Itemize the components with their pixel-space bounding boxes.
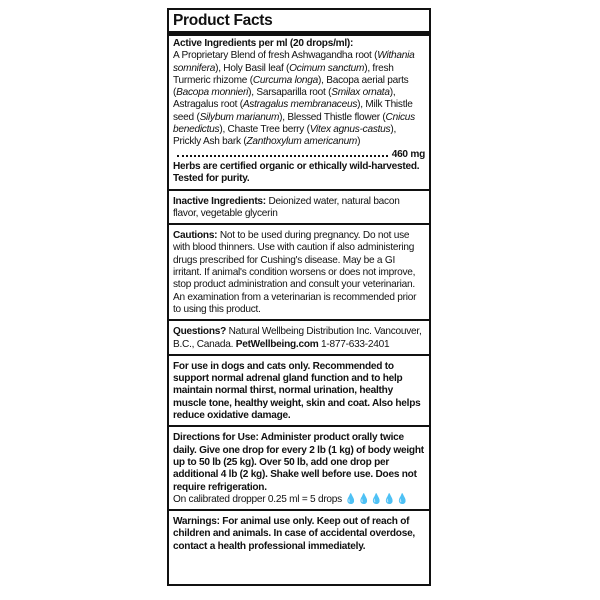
- active-ingredients-section: [173, 36, 425, 189]
- latin-name: Silybum marianum: [199, 111, 280, 123]
- ingredient-text: ), Bacopa aerial parts (: [173, 74, 409, 99]
- latin-name: Curcuma longa: [252, 74, 319, 86]
- section-divider: [169, 223, 429, 225]
- ingredient-text: ), Chaste Tree berry (: [219, 124, 310, 136]
- warnings-text: For animal use only. Keep out of reach of children and animals. In case of accidental overdose, contact a health professional immediately.: [173, 516, 415, 552]
- latin-name: Bacopa monnieri: [176, 87, 249, 99]
- section-divider: [169, 509, 429, 511]
- ingredient-text: ), Astragalus root (: [173, 87, 396, 111]
- product-facts-panel: [167, 8, 431, 586]
- section-divider: [169, 189, 429, 191]
- latin-name: Zanthoxylum americanum: [246, 136, 358, 148]
- latin-name: Vitex agnus-castus: [309, 124, 391, 136]
- questions-section: [173, 324, 425, 354]
- website-link[interactable]: PetWellbeing.com: [235, 338, 319, 350]
- cautions-section: [173, 228, 425, 319]
- section-divider: [169, 319, 429, 321]
- section-divider: [169, 354, 429, 356]
- phone-number: 1-877-633-2401: [318, 338, 390, 350]
- latin-name: Smilax ornata: [331, 87, 390, 99]
- ingredient-text: ), fresh Turmeric rhizome (: [173, 62, 394, 86]
- leader-dots: [177, 155, 388, 157]
- questions-label: Questions?: [173, 326, 227, 338]
- intended-use-section: For use in dogs and cats only. Recommended to support normal adrenal gland function and to help maintain normal thirst, normal urination, healthy muscle tone, healthy weight, skin and coat. Also helps reduce oxidative damage.: [173, 360, 421, 422]
- herbs-note: Herbs are certified organic or ethically wild-harvested. Tested for purity.: [173, 160, 420, 185]
- latin-name: Astragalus membranaceus: [242, 99, 358, 111]
- dropper-line: [173, 494, 425, 506]
- active-ingredients-heading: Active Ingredients per ml (20 drops/ml):: [173, 38, 354, 49]
- ingredient-text: ), Holy Basil leaf (: [215, 62, 290, 74]
- ingredient-text: ), Blessed Thistle flower (: [279, 111, 386, 123]
- dropper-text: On calibrated dropper 0.25 ml = 5 drops: [173, 493, 345, 505]
- section-divider: [169, 425, 429, 427]
- inactive-text: Deionized water, natural bacon flavor, vegetable glycerin: [173, 195, 400, 219]
- active-ingredients-text: [173, 50, 425, 148]
- ingredient-text: ): [357, 136, 361, 148]
- questions-text: Natural Wellbeing Distribution Inc. Vancouver, B.C., Canada.: [173, 326, 422, 350]
- blend-amount-row: [173, 149, 425, 161]
- inactive-label: Inactive Ingredients:: [173, 195, 266, 207]
- ingredient-text: ), Milk Thistle seed (: [173, 99, 413, 123]
- inactive-ingredients-section: [173, 194, 425, 224]
- water-drop-icons: 💧💧💧💧💧: [344, 493, 410, 505]
- warnings-label: Warnings:: [173, 516, 220, 528]
- latin-name: Ocimum sanctum: [289, 62, 365, 74]
- cautions-text: Not to be used during pregnancy. Do not use with blood thinners. Use with caution if also administering drugs prescribed for Cushing's disease. May be a GI irritant. If animal's condition worsens or does not improve, stop product administration and consult your veterinarian. An examination from a veterinarian is recommended prior to using this product.: [173, 230, 417, 315]
- latin-name: Withania somnifera: [173, 50, 415, 74]
- ingredient-text: ), Sarsaparilla root (: [248, 87, 332, 99]
- ingredient-text: A Proprietary Blend of fresh Ashwagandha root (: [173, 50, 378, 62]
- blend-amount: 460 mg: [391, 148, 425, 160]
- warnings-section: [173, 514, 425, 556]
- latin-name: Cnicus benedictus: [173, 111, 415, 136]
- cautions-label: Cautions:: [173, 230, 218, 242]
- panel-title: Product Facts: [173, 12, 273, 29]
- directions-section: [173, 430, 425, 509]
- directions-text: Directions for Use: Administer product orally twice daily. Give one drop for every 2 lb (1 kg) of body weight up to 50 lb (25 kg). Over 50 lb, add one drop per additional 4 lb (2 kg). Shake well before use. Does not require refrigeration.: [173, 432, 424, 493]
- ingredient-text: ), Prickly Ash bark (: [173, 124, 397, 148]
